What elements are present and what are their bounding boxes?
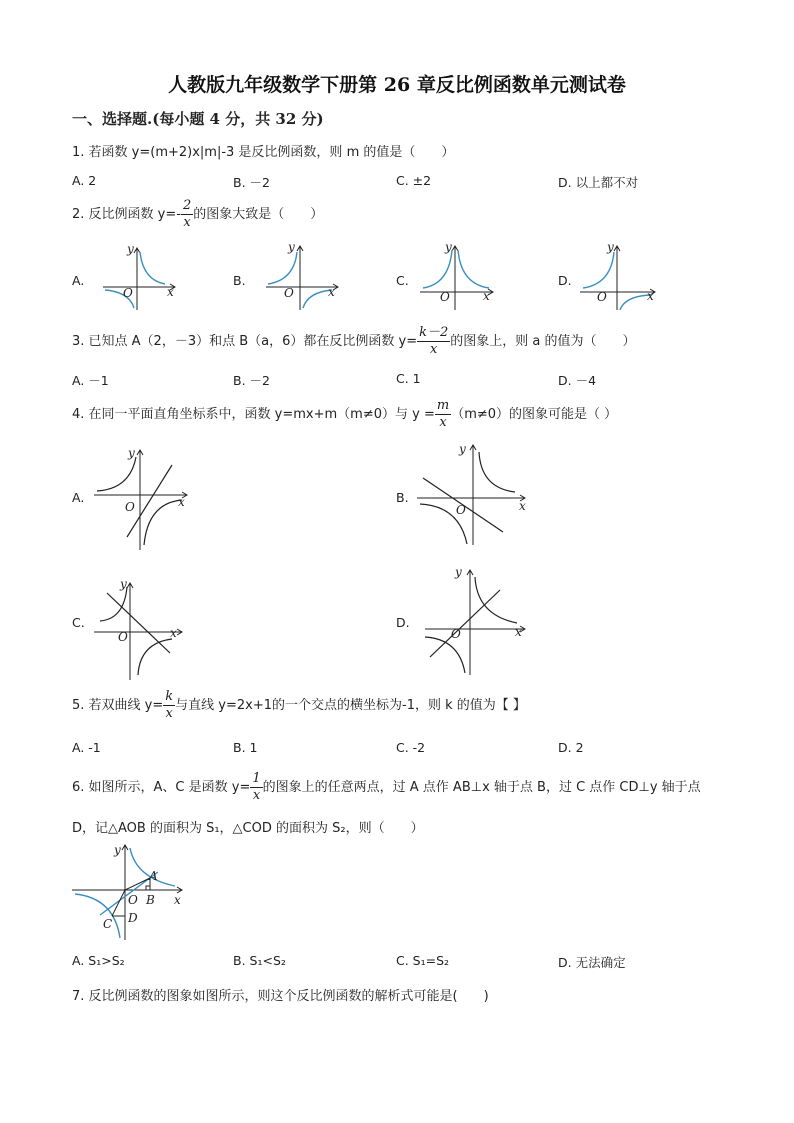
q3-option-a: A. －1 [72, 373, 109, 388]
question-2-stem [72, 198, 323, 231]
svg-text:O: O [118, 630, 128, 644]
q2-stem-pre: 2. 反比例函数 y=- [72, 207, 181, 222]
svg-text:O: O [456, 503, 466, 517]
q2-option-c: C. [396, 273, 409, 288]
q6-option-b: B. S₁<S₂ [233, 953, 286, 968]
svg-text:y: y [607, 240, 614, 254]
q5-option-b: B. 1 [233, 740, 258, 755]
svg-text:A: A [149, 869, 158, 883]
q6-option-a: A. S₁>S₂ [72, 953, 125, 968]
svg-text:x: x [167, 285, 174, 299]
q1-option-b: B. －2 [233, 175, 270, 190]
svg-text:y: y [455, 565, 462, 579]
q2-option-b: B. [233, 273, 246, 288]
svg-text:y: y [128, 446, 135, 460]
q6-option-d: D. 无法确定 [558, 955, 626, 970]
q5-option-a: A. -1 [72, 740, 101, 755]
svg-text:O: O [123, 286, 133, 300]
q2-graph-d [575, 240, 665, 315]
svg-text:x: x [483, 289, 490, 303]
q4-graph-a [92, 445, 202, 555]
q3-option-d: D. －4 [558, 373, 597, 388]
svg-text:C: C [103, 917, 113, 931]
q2-graph-c [415, 240, 505, 315]
q3-option-c: C. 1 [396, 371, 421, 386]
svg-text:x: x [519, 499, 526, 513]
question-3-stem: 3. 已知点 A（2，－3）和点 B（a，6）都在反比例函数 y= $\frac{k-2}{x}$ 的图象上，则 a 的值为（ ） [72, 325, 636, 357]
q6-option-c: C. S₁=S₂ [396, 953, 450, 968]
q4-option-a: A. [72, 490, 85, 505]
svg-text:y: y [127, 242, 134, 256]
svg-text:y: y [459, 442, 466, 456]
svg-text:y: y [445, 240, 452, 254]
q1-option-c: C. ±2 [396, 173, 432, 188]
question-6-stem: 6. 如图所示，A、C 是函数 y= $\frac{1}{x}$ 的图象上的任意两点，过 A 点作 AB⊥x 轴于点 B，过 C 点作 CD⊥y 轴于点 [72, 771, 701, 803]
svg-text:x: x [515, 625, 522, 639]
q4-option-b: B. [396, 490, 409, 505]
q4-option-c: C. [72, 615, 85, 630]
question-1-stem: 1. 若函数 y=(m+2)x|m|-3 是反比例函数，则 m 的值是（ ） [72, 145, 455, 160]
q1-option-d: D. 以上都不对 [558, 175, 639, 190]
question-4-stem: 4. 在同一平面直角坐标系中，函数 y=mx+m（m≠0）与 y = $\frac{m}{x}$ （m≠0）的图象可能是（ ） [72, 398, 618, 430]
svg-text:y: y [120, 577, 127, 591]
svg-text:D: D [128, 911, 138, 925]
page-title: 人教版九年级数学下册第 26 章反比例函数单元测试卷 [168, 74, 626, 96]
q2-graph-a [95, 240, 185, 315]
question-6-stem-line2: D，记△AOB 的面积为 S₁，△COD 的面积为 S₂，则（ ） [72, 821, 424, 836]
svg-text:x: x [170, 626, 177, 640]
svg-text:O: O [440, 290, 450, 304]
q2-fraction: $\frac{2}{x}$ [182, 198, 192, 230]
q4-graph-b [415, 440, 535, 550]
svg-text:x: x [178, 495, 185, 509]
q2-option-d: D. [558, 273, 572, 288]
q1-option-a: A. 2 [72, 173, 97, 188]
svg-text:O: O [128, 893, 138, 907]
q2-stem-post: 的图象大致是（ ） [193, 207, 324, 222]
svg-text:O: O [451, 627, 461, 641]
question-7-stem: 7. 反比例函数的图象如图所示，则这个反比例函数的解析式可能是( ) [72, 989, 489, 1004]
q4-option-d: D. [396, 615, 410, 630]
svg-text:B: B [146, 893, 155, 907]
svg-text:x: x [174, 893, 181, 907]
svg-text:y: y [288, 240, 295, 254]
q5-option-d: D. 2 [558, 740, 584, 755]
q4-fraction: $\frac{m}{x}$ [436, 398, 450, 430]
svg-text:O: O [284, 286, 294, 300]
svg-text:y: y [114, 843, 121, 857]
q3-fraction: $\frac{k-2}{x}$ [419, 325, 449, 357]
q5-fraction: $\frac{k}{x}$ [165, 689, 174, 721]
svg-text:x: x [328, 285, 335, 299]
q5-option-c: C. -2 [396, 740, 426, 755]
svg-text:x: x [647, 289, 654, 303]
svg-text:O: O [597, 290, 607, 304]
q3-option-b: B. －2 [233, 373, 270, 388]
svg-text:O: O [125, 500, 135, 514]
q6-fraction: $\frac{1}{x}$ [252, 771, 261, 803]
q6-graph [70, 840, 190, 945]
question-5-stem: 5. 若双曲线 y= $\frac{k}{x}$ 与直线 y=2x+1的一个交点的横坐标为-1，则 k 的值为【 】 [72, 689, 526, 721]
section-heading: 一、选择题.(每小题 4 分，共 32 分) [72, 110, 324, 128]
q4-graph-c [92, 575, 202, 685]
q2-option-a: A. [72, 273, 85, 288]
q2-graph-b [258, 240, 348, 315]
q4-graph-d [415, 565, 535, 680]
